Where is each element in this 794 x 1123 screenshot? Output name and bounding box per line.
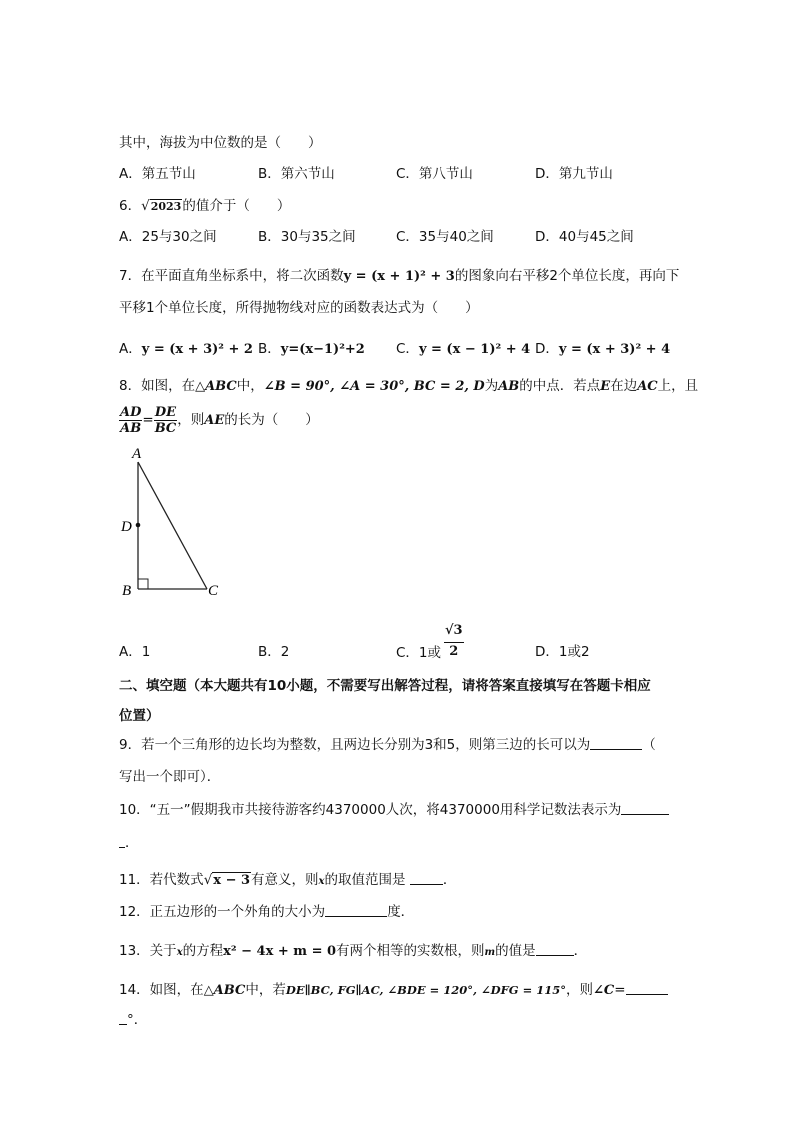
answer-blank[interactable] <box>590 735 642 750</box>
q5-option-c: C．第八节山 <box>396 166 473 182</box>
text: ． <box>125 835 139 851</box>
q8-option-c <box>396 620 464 675</box>
q8-option-b: B．2 <box>258 644 290 660</box>
answer-blank[interactable] <box>626 980 668 995</box>
q6-option-b: B．30与35之间 <box>258 229 356 245</box>
text: 中， <box>236 378 264 394</box>
numerator: √3 <box>444 620 464 643</box>
option-label: B． <box>258 341 281 357</box>
label-d: D <box>121 519 132 535</box>
text: 的值是 <box>495 943 536 959</box>
text: 13．关于 <box>119 943 177 959</box>
section2-heading-line2: 位置） <box>119 708 160 724</box>
segment-ab: AB <box>498 379 520 394</box>
q6-sqrt: √2023 <box>141 198 182 214</box>
q9-line2: 写出一个即可）． <box>119 769 221 785</box>
angle-c: ∠C <box>593 983 615 998</box>
answer-blank[interactable] <box>621 800 669 815</box>
text: 11．若代数式 <box>119 872 204 888</box>
text: （ <box>642 737 656 753</box>
q11 <box>119 870 456 892</box>
side-ac <box>138 462 207 589</box>
q6-number: 6． <box>119 198 142 214</box>
point-d <box>136 523 141 528</box>
q13 <box>119 941 587 963</box>
text: 12．正五边形的一个外角的大小为 <box>119 904 326 920</box>
text: 的中点．若点 <box>519 378 601 394</box>
equals: = <box>142 412 154 428</box>
answer-blank[interactable] <box>410 870 443 885</box>
q14-line1 <box>119 980 668 1001</box>
text: 度． <box>387 904 415 920</box>
fraction-sqrt3-over-2 <box>444 620 464 661</box>
q5-option-b: B．第六节山 <box>258 166 335 182</box>
text: 的方程 <box>182 943 224 959</box>
denominator: 2 <box>449 644 459 659</box>
q8-line2 <box>119 404 319 437</box>
q7-line1 <box>119 266 679 287</box>
option-label: D． <box>535 341 559 357</box>
q8-line1 <box>119 376 698 397</box>
option-label: C．1或 <box>396 645 442 661</box>
q7-line2: 平移1个单位长度，所得抛物线对应的函数表达式为（ ） <box>119 300 479 316</box>
variable-m: m <box>484 947 496 958</box>
text: 为 <box>484 378 499 394</box>
text: 中，若 <box>245 982 286 998</box>
option-expr: y = (x + 3)² + 2 <box>141 342 253 357</box>
text: ． <box>573 943 588 959</box>
right-angle-mark <box>138 579 148 589</box>
q8-option-d: D．1或2 <box>535 644 590 660</box>
fraction-ad-ab <box>119 405 142 436</box>
q6-option-a: A．25与30之间 <box>119 229 217 245</box>
q8-triangle-figure <box>112 440 242 605</box>
option-label: A． <box>119 341 142 357</box>
text: 有两个相等的实数根，则 <box>336 943 485 959</box>
fraction-de-bc <box>154 405 178 436</box>
label-b: B <box>122 583 132 599</box>
denominator: AB <box>120 420 142 436</box>
option-expr: y = (x − 1)² + 4 <box>418 342 531 357</box>
q7-option-c <box>396 339 530 360</box>
section2-heading-line1: 二、填空题（本大题共有10小题，不需要写出解答过程，请将答案直接填写在答题卡相应 <box>119 678 651 694</box>
q5-stem: 其中，海拔为中位数的是（ ） <box>119 135 322 151</box>
q12 <box>119 902 414 922</box>
answer-blank-continued[interactable] <box>119 1010 127 1025</box>
q8-option-a: A．1 <box>119 644 151 660</box>
label-c: C <box>208 583 219 599</box>
numerator: DE <box>154 404 177 420</box>
denominator: BC <box>154 420 177 436</box>
text: °． <box>127 1012 148 1028</box>
text: ，则 <box>177 412 205 428</box>
text: 8．如图，在 <box>119 378 196 394</box>
q9-line1 <box>119 735 656 755</box>
q7-option-a <box>119 339 253 360</box>
q7-suffix: 的图象向右平移2个单位长度，再向下 <box>454 268 680 284</box>
q6-radicand: 2023 <box>150 200 182 213</box>
q6-option-c: C．35与40之间 <box>396 229 494 245</box>
text: 的取值范围是 <box>324 872 406 888</box>
q5-option-a: A．第五节山 <box>119 166 196 182</box>
q14-line2 <box>119 1010 147 1030</box>
variable-x: x <box>176 947 183 958</box>
answer-blank[interactable] <box>536 941 574 956</box>
segment-ae: AE <box>204 413 225 428</box>
option-expr: y = (x + 3)² + 4 <box>558 342 671 357</box>
option-label: C． <box>396 341 419 357</box>
q10-line2 <box>119 833 139 853</box>
text: 9．若一个三角形的边长均为整数，且两边长分别为3和5，则第三边的长可以为 <box>119 737 591 753</box>
q7-prefix: 7．在平面直角坐标系中，将二次函数 <box>119 268 344 284</box>
option-expr: y=(x−1)²+2 <box>280 342 365 357</box>
text: 14．如图，在 <box>119 982 204 998</box>
equation: x² − 4x + m = 0 <box>223 944 337 959</box>
point-e: E <box>600 379 611 394</box>
q14-conditions: DE∥BC, FG∥AC, ∠BDE = 120°, ∠DFG = 115° <box>285 983 567 997</box>
variable-x: x <box>318 876 325 887</box>
q10-line1 <box>119 800 669 820</box>
sqrt-expression: √x − 3 <box>203 872 251 888</box>
triangle-abc: △ABC <box>203 983 246 998</box>
label-a: A <box>132 446 142 462</box>
q7-option-b <box>258 339 365 360</box>
text: 有意义，则 <box>251 872 319 888</box>
q8-conditions: ∠B = 90°, ∠A = 30°, BC = 2, D <box>263 379 485 394</box>
answer-blank[interactable] <box>325 902 387 917</box>
text: ，则 <box>566 982 594 998</box>
segment-ac: AC <box>637 379 658 394</box>
text: ． <box>442 872 457 888</box>
text: 10．“五一”假期我市共接待游客约4370000人次，将4370000用科学记数法表示为 <box>119 802 622 818</box>
text: 在边 <box>610 378 638 394</box>
text: 的长为（ ） <box>224 412 319 428</box>
q7-option-d <box>535 339 670 360</box>
q6-stem <box>119 196 290 217</box>
numerator: AD <box>120 404 142 420</box>
equals: = <box>614 982 626 998</box>
q7-function: y = (x + 1)² + 3 <box>343 269 455 284</box>
q6-option-d: D．40与45之间 <box>535 229 634 245</box>
q6-stem-rest: 的值介于（ ） <box>182 198 291 214</box>
radicand: x − 3 <box>213 873 251 888</box>
q5-option-d: D．第九节山 <box>535 166 613 182</box>
triangle-abc: △ABC <box>195 379 237 394</box>
text: 上，且 <box>657 378 699 394</box>
